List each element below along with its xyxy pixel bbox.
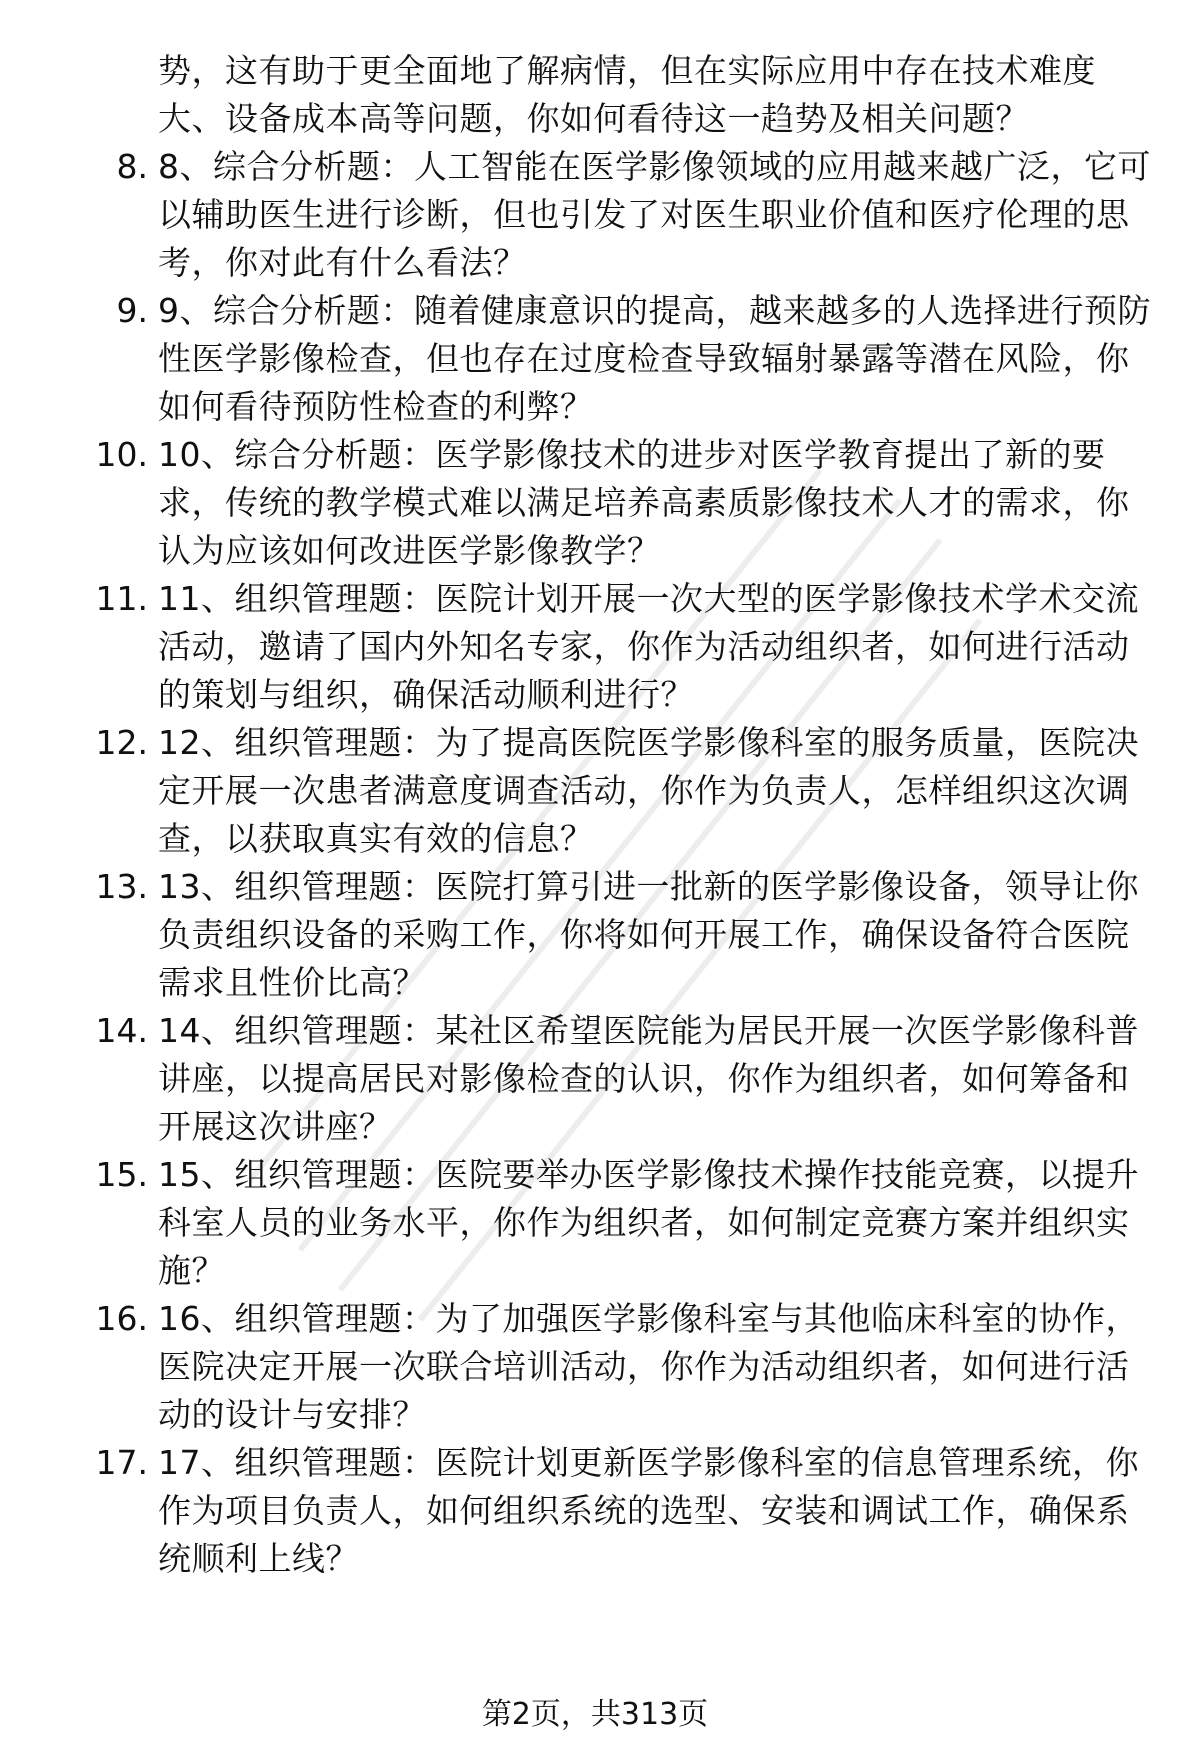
list-item-number: 12. — [95, 723, 148, 762]
page-footer: 第2页，共313页 — [481, 1697, 709, 1732]
list-item-number: 15. — [95, 1155, 148, 1194]
list-item-text: 9、综合分析题：随着健康意识的提高，越来越多的人选择进行预防性医学影像检查，但也存在过度检查导致辐射暴露等潜在风险，你如何看待预防性检查的利弊？ — [158, 291, 1151, 426]
list-item-text: 14、组织管理题：某社区希望医院能为居民开展一次医学影像科普讲座，以提高居民对影像检查的认识，你作为组织者，如何筹备和开展这次讲座？ — [158, 1011, 1139, 1146]
list-item-text: 11、组织管理题：医院计划开展一次大型的医学影像技术学术交流活动，邀请了国内外知名专家，你作为活动组织者，如何进行活动的策划与组织，确保活动顺利进行？ — [158, 579, 1139, 714]
list-item-number: 17. — [95, 1443, 148, 1482]
list-item-number: 14. — [95, 1011, 148, 1050]
list-item-text: 8、综合分析题：人工智能在医学影像领域的应用越来越广泛，它可以辅助医生进行诊断，但也引发了对医生职业价值和医疗伦理的思考，你对此有什么看法？ — [158, 147, 1151, 282]
list-item-text: 12、组织管理题：为了提高医院医学影像科室的服务质量，医院决定开展一次患者满意度调查活动，你作为负责人，怎样组织这次调查，以获取真实有效的信息？ — [158, 723, 1139, 858]
list-item-text: 15、组织管理题：医院要举办医学影像技术操作技能竞赛，以提升科室人员的业务水平，你作为组织者，如何制定竞赛方案并组织实施？ — [158, 1155, 1139, 1290]
list-item-text: 13、组织管理题：医院打算引进一批新的医学影像设备，领导让你负责组织设备的采购工作，你将如何开展工作，确保设备符合医院需求且性价比高？ — [158, 867, 1139, 1002]
list-item-text: 17、组织管理题：医院计划更新医学影像科室的信息管理系统，你作为项目负责人，如何组织系统的选型、安装和调试工作，确保系统顺利上线？ — [158, 1443, 1139, 1578]
list-item-number: 9. — [116, 291, 148, 330]
list-item-text: 10、综合分析题：医学影像技术的进步对医学教育提出了新的要求，传统的教学模式难以满足培养高素质影像技术人才的需求，你认为应该如何改进医学影像教学？ — [158, 435, 1130, 570]
list-item-number: 10. — [95, 435, 148, 474]
list-item-number: 13. — [95, 867, 148, 906]
continuation-text: 势，这有助于更全面地了解病情，但在实际应用中存在技术难度大、设备成本高等问题，你如何看待这一趋势及相关问题？ — [158, 51, 1096, 138]
list-item-number: 11. — [95, 579, 148, 618]
list-item-number: 8. — [116, 147, 148, 186]
list-item-text: 16、组织管理题：为了加强医学影像科室与其他临床科室的协作，医院决定开展一次联合培训活动，你作为活动组织者，如何进行活动的设计与安排？ — [158, 1299, 1139, 1434]
list-item-number: 16. — [95, 1299, 148, 1338]
